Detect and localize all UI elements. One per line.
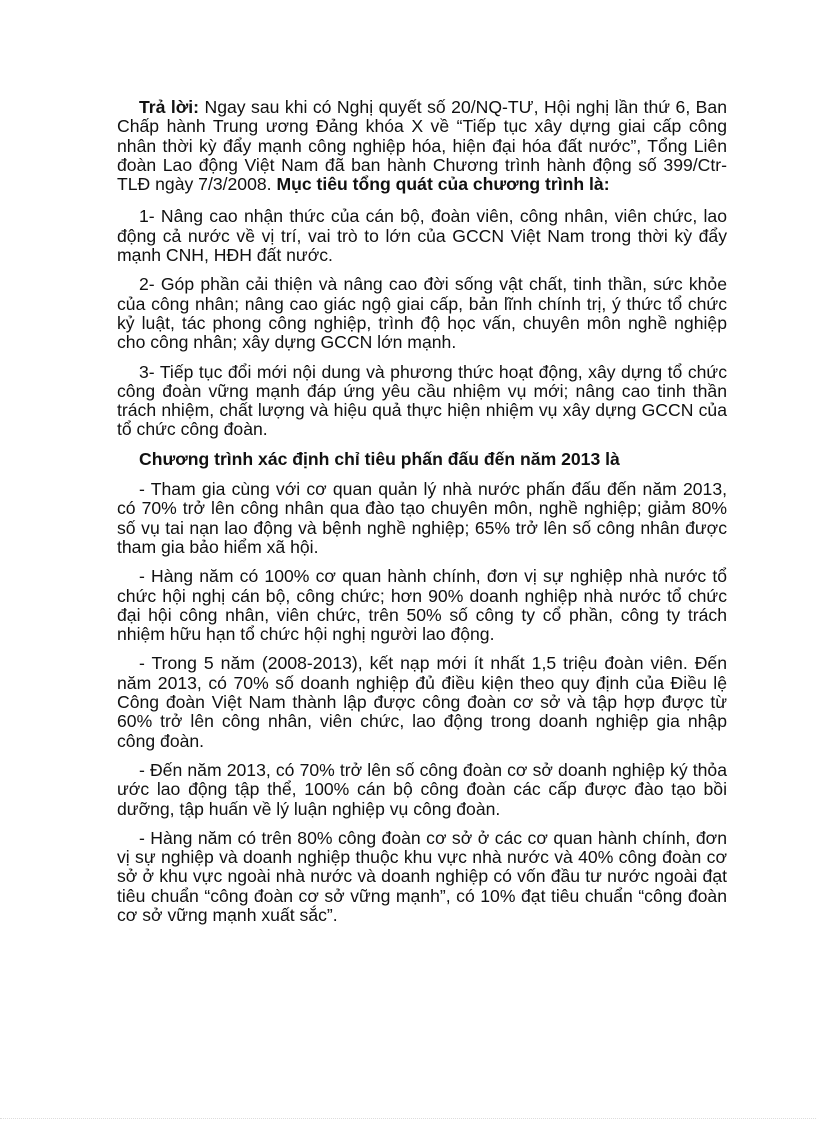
document-page — [117, 98, 727, 935]
answer-text: Ngay sau khi có Nghị quyết số 20/NQ-TƯ, Hội nghị lần thứ 6, Ban Chấp hành Trung ương Đảng khóa X về “Tiếp tục xây dựng giai cấp công nhân thời kỳ đẩy mạnh công nghiệp hóa, hiện đại hóa đất nước”, Tổng Liên đoàn Lao động Việt Nam đã ban hành Chương trình hành động số 399/Ctr-TLĐ ngày 7/3/2008. — [117, 97, 727, 195]
answer-label: Trả lời: — [139, 97, 200, 117]
goal-item-1: 1- Nâng cao nhận thức của cán bộ, đoàn viên, công nhân, viên chức, lao động cả nước về vị trí, vai trò to lớn của GCCN Việt Nam trong thời kỳ đẩy mạnh CNH, HĐH đất nước. — [117, 206, 727, 266]
goals-heading: Mục tiêu tổng quát của chương trình là: — [276, 174, 610, 195]
targets-heading: Chương trình xác định chỉ tiêu phấn đấu đến năm 2013 là — [139, 448, 620, 469]
goal-item-2: 2- Góp phần cải thiện và nâng cao đời sống vật chất, tinh thần, sức khỏe của công nhân; nâng cao giác ngộ giai cấp, bản lĩnh chính trị, ý thức tổ chức kỷ luật, tác phong công nghiệp, trình độ học vấn, chuyên môn nghề nghiệp cho công nhân; xây dựng GCCN lớn mạnh. — [117, 274, 727, 353]
answer-paragraph — [117, 98, 727, 194]
target-item-5: - Hàng năm có trên 80% công đoàn cơ sở ở các cơ quan hành chính, đơn vị sự nghiệp và doanh nghiệp thuộc khu vực nhà nước và 40% công đoàn cơ sở ở khu vực ngoài nhà nước và doanh nghiệp có vốn đầu tư nước ngoài đạt tiêu chuẩn “công đoàn cơ sở vững mạnh”, có 10% đạt tiêu chuẩn “công đoàn cơ sở vững mạnh xuất sắc”. — [117, 827, 727, 925]
page-bottom-divider — [0, 1118, 816, 1119]
goal-item-3: 3- Tiếp tục đổi mới nội dung và phương thức hoạt động, xây dựng tổ chức công đoàn vững mạnh đáp ứng yêu cầu nhiệm vụ mới; nâng cao tinh thần trách nhiệm, chất lượng và hiệu quả thực hiện nhiệm vụ xây dựng GCCN của tổ chức công đoàn. — [117, 361, 727, 440]
target-item-3: - Trong 5 năm (2008-2013), kết nạp mới ít nhất 1,5 triệu đoàn viên. Đến năm 2013, có 70% số doanh nghiệp đủ điều kiện theo quy định của Điều lệ Công đoàn Việt Nam thành lập được công đoàn cơ sở và tập hợp được từ 60% trở lên công nhân, viên chức, lao động trong doanh nghiệp gia nhập công đoàn. — [117, 653, 727, 751]
target-item-2: - Hàng năm có 100% cơ quan hành chính, đơn vị sự nghiệp nhà nước tổ chức hội nghị cán bộ, công chức; hơn 90% doanh nghiệp nhà nước tổ chức đại hội công nhân, viên chức, trên 50% số công ty cổ phần, công ty trách nhiệm hữu hạn tổ chức hội nghị người lao động. — [117, 566, 727, 645]
target-item-4: - Đến năm 2013, có 70% trở lên số công đoàn cơ sở doanh nghiệp ký thỏa ước lao động tập thể, 100% cán bộ công đoàn các cấp được đào tạo bồi dưỡng, tập huấn về lý luận nghiệp vụ công đoàn. — [117, 759, 727, 819]
target-item-1: - Tham gia cùng với cơ quan quản lý nhà nước phấn đấu đến năm 2013, có 70% trở lên công nhân qua đào tạo chuyên môn, nghề nghiệp; giảm 80% số vụ tai nạn lao động và bệnh nghề nghiệp; 65% trở lên số công nhân được tham gia bảo hiểm xã hội. — [117, 479, 727, 557]
